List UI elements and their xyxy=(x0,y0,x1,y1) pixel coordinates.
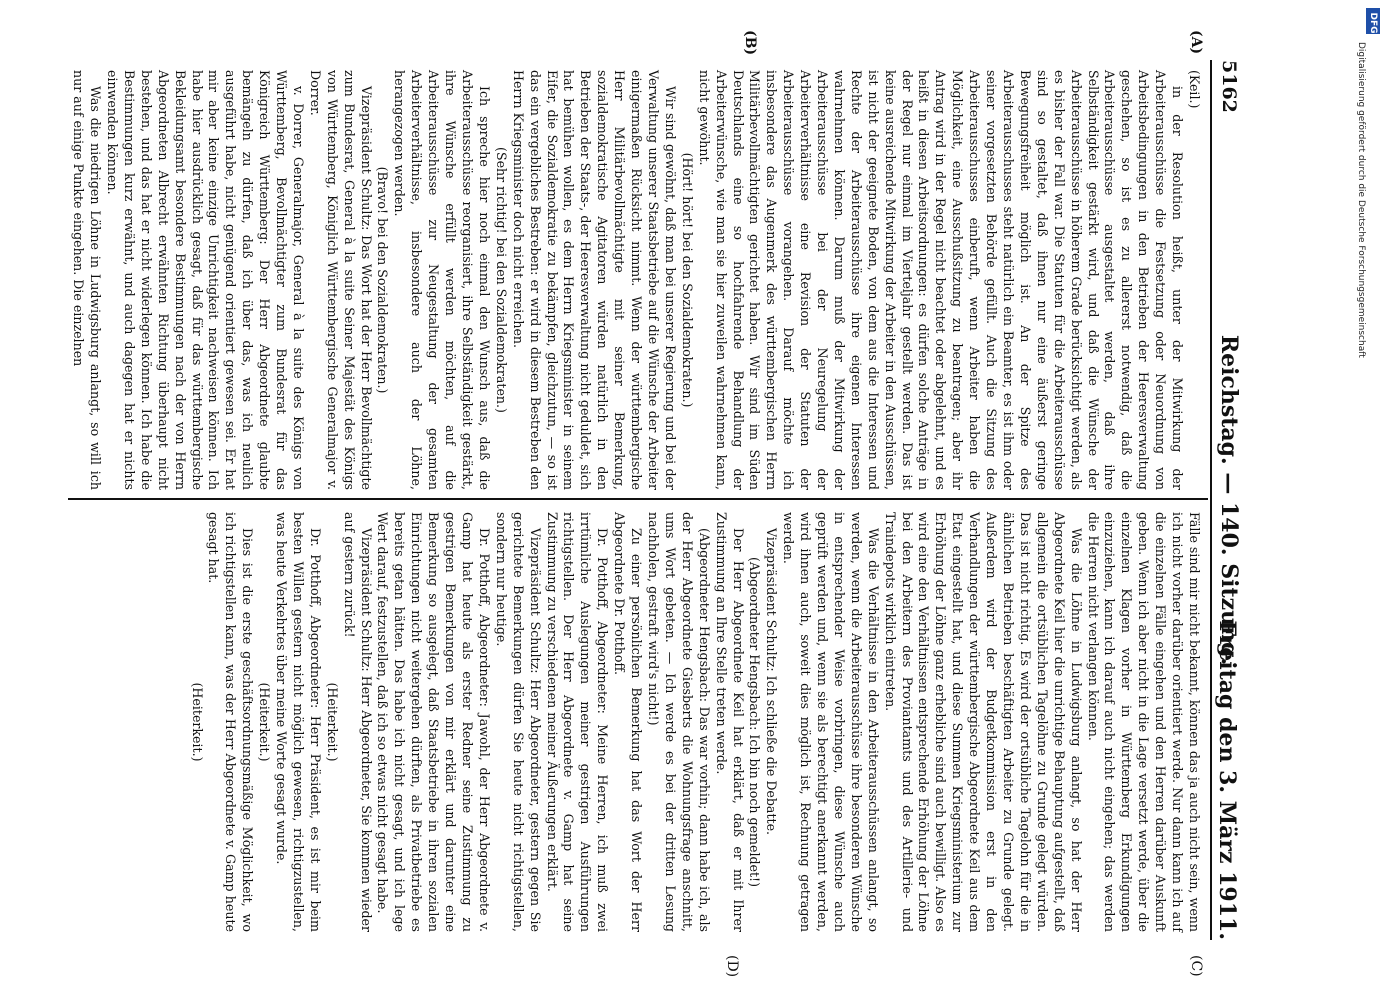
margin-marker-a: (A) xyxy=(1188,30,1204,55)
interjection: (Abgeordneter Hengsbach: Ich bin noch gemeldet!) xyxy=(747,556,763,888)
margin-marker-c: (C) xyxy=(1188,955,1204,977)
speaker-continuation: (Keil.) xyxy=(1187,70,1202,109)
paragraph: Was die niedrigen Löhne in Ludwigsburg anlangt, so will ich nur auf einige Punkte eingehen. Die einzelnen xyxy=(71,70,104,490)
session-title: Reichstag. — 140. Sitzung. xyxy=(1216,334,1242,666)
margin-marker-b: (B) xyxy=(742,30,758,56)
page-header xyxy=(1216,60,1242,940)
interjection: (Heiterkeit.) xyxy=(189,682,205,762)
dfg-label: DFG xyxy=(1368,12,1378,34)
interjection: (Bravo! bei den Sozialdemokraten.) xyxy=(375,166,391,394)
interjection: (Heiterkeit.) xyxy=(257,682,273,762)
paragraph: Dies ist die erste geschäftsordnungsmäßige Möglichkeit, wo ich richtigstellen kann, was der Herr Abgeordnete v. Gamp heute gesagt hat. xyxy=(206,512,256,932)
paragraph: Vizepräsident Schultz: Ich schließe die Debatte. xyxy=(764,528,780,836)
interjection: (Hört! hört! bei den Sozialdemokraten.) xyxy=(679,152,695,408)
paragraph: Ich spreche hier noch einmal den Wunsch aus, daß die Arbeiterausschüsse reorganisiert, ihre Selbständigkeit gestärkt, ihre Wünsche erfüllt werden möchten, auf die Arbeiterausschüsse zur Neugestaltung der gesamten Arbeiterverhältnisse, insbesondere auch der Löhne, herangezogen werden. xyxy=(392,70,492,490)
session-date: Freitag den 3. März 1911. xyxy=(1214,620,1240,940)
header-rule xyxy=(1210,60,1212,940)
paragraph: Fälle sind mir nicht bekannt, können das ja auch nicht sein, wenn ich nicht vorher darüber orientiert werde. Nur dann kann ich auf die einzelnen Fälle eingehen und den Herren darüber Auskunft geben. Wenn ich aber nicht in die Lage versetzt werde, über die einzelnen Klagen vorher in Württemberg Erkundigungen einzuziehen, kann ich darauf auch nicht eingehen; das werden die Herren nicht verlangen können. xyxy=(1085,512,1202,932)
paragraph: v. Dorrer, Generalmajor, General à la suite des Königs von Württemberg, Bevollmächtigter zum Bundesrat für das Königreich Württemberg: Der Herr Abgeordnete glaubte bemängeln zu dürfen, daß ich über das, was ich neulich ausgeführt habe, nicht genügend orientiert gewesen sei. Er hat mir aber keine einzige Unrichtigkeit nachweisen können. Ich habe hier ausdrücklich gesagt, daß für das württembergische Bekleidungsamt besondere Bestimmungen nach der von Herrn Abgeordneten Albrecht erwähnten Richtung überhaupt nicht bestehen, und das hat er nicht widerlegen können. Ich habe die Bestimmungen kurz erwähnt, und auch dagegen hat er nichts einwenden können. xyxy=(105,70,306,490)
paragraph: Vizepräsident Schultz: Herr Abgeordneter, gestern gegen Sie gerichtete Bemerkungen dürfen Sie heute nicht richtigstellen, sondern nur heutige. xyxy=(493,512,543,932)
paragraph: Dr. Potthoff, Abgeordneter: Meine Herren, ich muß zwei irrtümliche Auslegungen meiner gestrigen Ausführungen richtigstellen. Der Herr Abgeordnete v. Gamp hat seine Zustimmung zu verschiedenen meiner Äußerungen erklärt. xyxy=(544,512,611,932)
funding-note-text: Digitalisierung gefördert durch die Deutsche Forschungsgemeinschaft xyxy=(1356,42,1366,358)
paragraph: Dr. Potthoff, Abgeordneter: Herr Präsident, es ist mir beim besten Willen gestern nicht möglich gewesen, richtigzustellen, was heute Verkehrtes über meine Worte gesagt wurde. xyxy=(274,512,323,932)
paragraph: Was die Verhältnisse in den Arbeiterausschüssen anlangt, so werden, wenn die Arbeiterausschüsse ihre besonderen Wünsche in entsprechender Weise vorbringen, diese Wünsche auch geprüft werden und, wenn sie als berechtigt anerkannt werden, wird ihnen auch, soweit dies möglich ist, Rechnung getragen werden. xyxy=(781,512,881,932)
interjection: (Sehr richtig! bei den Sozialdemokraten.) xyxy=(493,147,509,413)
margin-marker-d: (D) xyxy=(724,955,740,978)
paragraph: Was die Löhne in Ludwigsburg anlangt, so hat der Herr Abgeordnete Keil hier die unrichtige Behauptung aufgestellt, daß allgemein die ortsüblichen Tagelöhne zu Grunde gelegt würden. Das ist nicht richtig. Es wird der ortsübliche Tagelohn für die in ähnlichen Betrieben beschäftigten Arbeiter zu Grunde gelegt. Außerdem wird der Budgetkommission erst in den Verhandlungen der württembergische Abgeordnete Keil aus dem Etat eingestellt hat, und diese Summen Kriegsministerium zur Erhöhung der Löhne ganz erhebliche sind auch bewilligt. Also es wird eine den Verhältnissen entsprechende Erhöhung der Löhne bei den Arbeitern des Proviantamts und des Artillerie- und Traindepots wirklich eintreten. xyxy=(882,512,1084,932)
paragraph: Der Herr Abgeordnete Keil hat erklärt, daß er mit Ihrer Zustimmung an Ihre Stelle treten werde. xyxy=(713,512,746,932)
interjection: (Heiterkeit.) xyxy=(324,682,340,762)
funding-note xyxy=(1352,10,1366,1000)
interjection: (Abgeordneter Hengsbach: Das war vorhin; dann habe ich, als der Herr Abgeordnete Giesberts die Wohnungsfrage anschnitt, ums Wort gebeten. — Ich werde es bei der dritten Lesung nachholen, gestraft wird's nicht!) xyxy=(646,512,712,932)
paragraph: in der Resolution heißt, unter der Mitwirkung der Arbeiterausschüsse die Festsetzung oder Neuordnung von Arbeitsbedingungen in den Betrieben der Heeresverwaltung geschehen, so ist es zu allererst notwendig, daß die Arbeiterausschüsse ausgestaltet werden, daß ihre Selbständigkeit gestärkt wird, und daß die Wünsche der Arbeiterausschüsse in höherem Grade berücksichtigt werden, als es bisher der Fall war. Die Statuten für die Arbeiterausschüsse sind so gestaltet, daß ihnen nur eine äußerst geringe Bewegungsfreiheit möglich ist. An der Spitze des Arbeiterausschusses steht natürlich ein Beamter, es ist ihm oder seiner vorgesetzten Behörde gefüllt. Auch die Sitzung des Arbeiterausschusses einberuft, wenn Arbeiter haben die Möglichkeit, eine Ausschußsitzung zu beantragen; aber ihr Antrag wird in der Regel nicht beachtet oder abgelehnt, und es heißt in diesen Arbeitsordnungen: es dürfen solche Anträge in der Regel nur einmal im Vierteljahr gestellt werden. Das ist keine ausreichende Mitwirkung der Arbeiter in den Ausschüssen, ist nicht der geeignete Boden, von dem aus die Interessen und Rechte der Arbeiterausschüsse ihre eigenen Interessen wahrnehmen können. Darum muß der Mitwirkung der Arbeiterausschüsse bei der Neuregelung der Arbeiterverhältnisse eine Revision der Statuten der Arbeiterausschüsse vorangehen. Darauf möchte ich insbesondere das Augenmerk des württembergischen Herrn Militärbevollmächtigten gerichtet haben. Wir sind im Süden Deutschlands eine so hochfahrende Behandlung der Arbeiterwünsche, wie man sie hier zuweilen wahrnehmen kann, nicht gewöhnt. xyxy=(696,70,1186,490)
paragraph: Zu einer persönlichen Bemerkung hat das Wort der Herr Abgeordnete Dr. Potthoff. xyxy=(612,512,645,932)
left-column xyxy=(69,70,1202,490)
right-column xyxy=(188,512,1202,932)
paragraph: Vizepräsident Schultz: Das Wort hat der Herr Bevollmächtigte zum Bundesrat, General à la suite Seiner Majestät des Königs von Württemberg, Königlich Württembergische Generalmajor v. Dorrer. xyxy=(307,70,374,490)
paragraph: Dr. Potthoff, Abgeordneter: Jawohl, der Herr Abgeordnete v. Gamp hat heute als erster Redner seine Zustimmung zu gestrigen Bemerkungen von mir erklärt und darunter eine Bemerkung so ausgelegt, daß Staatsbetriebe in ihren sozialen Einrichtungen nicht weitergehen dürften, als Privatbetriebe es bereits getan hätten. Das habe ich nicht gesagt, und ich lege Wert darauf, festzustellen, daß ich so etwas nicht gesagt habe. xyxy=(375,512,492,932)
paragraph: Vizepräsident Schultz: Herr Abgeordneter, Sie kommen wieder auf gestern zurück! xyxy=(341,512,374,932)
paragraph: Wir sind gewöhnt, daß man bei unserer Regierung und bei der Verwaltung unserer Staatsbetriebe auf die Wünsche der Arbeiter einigermaßen Rücksicht nimmt. Wenn der württembergische Herr Militärbevollmächtigte mit seiner Bemerkung, sozialdemokratische Agitatoren würden natürlich in den Betrieben der Staats-, der Heeresverwaltung nicht geduldet, sich hat bemühen wollen, es dem Herrn Kriegsminister in seinem Eifer, die Sozialdemokratie zu bekämpfen, gleichzutun, — so ist das ein vergebliches Bestreben: er wird in diesem Bestreben den Herrn Kriegsminister doch nicht erreichen. xyxy=(510,70,678,490)
column-divider xyxy=(68,498,1208,500)
page-number: 5162 xyxy=(1218,60,1240,113)
